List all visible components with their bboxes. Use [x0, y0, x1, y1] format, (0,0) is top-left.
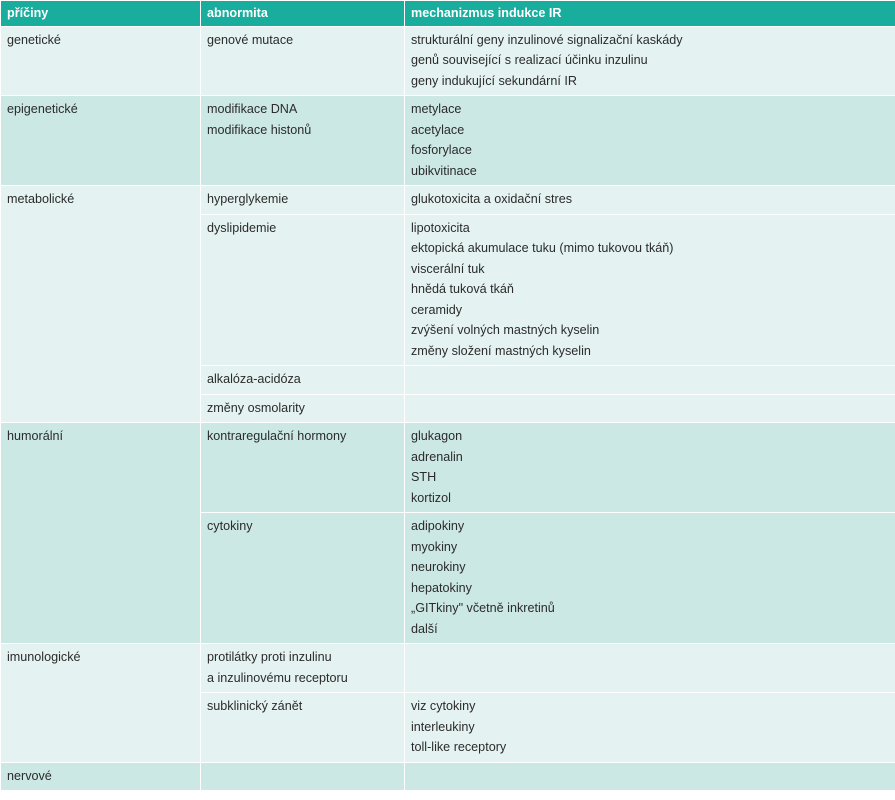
abnormality-cell: [201, 96, 405, 186]
cause-cell: [1, 644, 201, 763]
table-row: [1, 26, 895, 96]
abnormality-cell: [201, 214, 405, 366]
abnormality-cell: [201, 26, 405, 96]
mechanism-line: zvýšení volných mastných kyselin: [411, 323, 600, 337]
abnormality-line: kontraregulační hormony: [207, 429, 347, 443]
table-header-row: [1, 1, 895, 27]
mechanism-line: glukagon: [411, 429, 463, 443]
mechanism-line: další: [411, 621, 438, 636]
mechanism-cell: [405, 26, 895, 96]
cause-label: nervové: [7, 768, 52, 783]
mechanism-line: lipotoxicita: [411, 220, 470, 235]
mechanism-line: myokiny: [411, 539, 458, 554]
mechanism-cell: [405, 394, 895, 423]
abnormality-line: dyslipidemie: [207, 220, 277, 235]
mechanism-line: toll-like receptory: [411, 740, 507, 754]
mechanism-line: změny složení mastných kyselin: [411, 343, 591, 358]
mechanism-line: genů související s realizací účinku inzulinu: [411, 53, 648, 67]
cause-cell: [1, 186, 201, 423]
mechanism-line: STH: [411, 470, 437, 484]
header-abnormality: abnormita: [201, 1, 405, 27]
abnormality-line: protilátky proti inzulinu: [207, 650, 332, 664]
cause-label: humorální: [7, 429, 64, 443]
table-body: [1, 26, 895, 791]
abnormality-line: hyperglykemie: [207, 192, 289, 206]
mechanism-cell: [405, 96, 895, 186]
cause-label: imunologické: [7, 650, 81, 664]
header-mechanism: mechanizmus indukce IR: [405, 1, 895, 27]
mechanism-line: ektopická akumulace tuku (mimo tukovou tkáň): [411, 241, 674, 255]
header-causes: příčiny: [1, 1, 201, 27]
mechanism-line: hnědá tuková tkáň: [411, 282, 514, 296]
mechanism-line: ubikvitinace: [411, 163, 477, 178]
mechanism-line: viz cytokiny: [411, 699, 476, 713]
cause-cell: [1, 762, 201, 791]
mechanism-line: glukotoxicita a oxidační stres: [411, 192, 573, 206]
abnormality-line: subklinický zánět: [207, 699, 303, 713]
abnormality-cell: [201, 423, 405, 513]
mechanism-cell: [405, 693, 895, 763]
mechanism-line: adipokiny: [411, 519, 465, 533]
abnormality-cell: [201, 366, 405, 395]
abnormality-line: a inzulinovému receptoru: [207, 670, 348, 685]
table-row: [1, 644, 895, 693]
mechanism-cell: [405, 644, 895, 693]
mechanism-line: „GITkiny" včetně inkretinů: [411, 601, 555, 615]
table-row: [1, 96, 895, 186]
abnormality-line: změny osmolarity: [207, 400, 305, 415]
mechanism-line: fosforylace: [411, 143, 472, 157]
mechanism-line: acetylace: [411, 122, 465, 137]
abnormality-line: genové mutace: [207, 32, 294, 47]
mechanism-line: geny indukující sekundární IR: [411, 73, 577, 88]
cause-cell: [1, 26, 201, 96]
abnormality-cell: [201, 186, 405, 215]
table-row: [1, 762, 895, 791]
mechanism-cell: [405, 214, 895, 366]
abnormality-cell: [201, 394, 405, 423]
mechanism-cell: [405, 186, 895, 215]
abnormality-cell: [201, 762, 405, 791]
mechanism-cell: [405, 762, 895, 791]
mechanism-line: ceramidy: [411, 302, 463, 317]
mechanism-line: kortizol: [411, 490, 451, 505]
mechanism-line: hepatokiny: [411, 580, 472, 595]
cause-cell: [1, 423, 201, 644]
table-row: [1, 423, 895, 513]
mechanism-line: viscerální tuk: [411, 261, 485, 276]
mechanism-line: metylace: [411, 102, 462, 116]
mechanism-line: adrenalin: [411, 449, 463, 464]
abnormality-line: alkalóza-acidóza: [207, 372, 301, 386]
mechanism-line: neurokiny: [411, 560, 466, 574]
cause-cell: [1, 96, 201, 186]
cause-label: genetické: [7, 32, 61, 47]
mechanism-line: interleukiny: [411, 719, 475, 734]
abnormality-cell: [201, 513, 405, 644]
abnormality-cell: [201, 644, 405, 693]
cause-label: metabolické: [7, 192, 75, 206]
mechanism-cell: [405, 513, 895, 644]
abnormality-cell: [201, 693, 405, 763]
table-row: [1, 186, 895, 215]
cause-label: epigenetické: [7, 102, 78, 116]
mechanism-cell: [405, 423, 895, 513]
abnormality-line: modifikace histonů: [207, 122, 312, 137]
abnormality-line: cytokiny: [207, 519, 253, 533]
mechanism-cell: [405, 366, 895, 395]
abnormality-line: modifikace DNA: [207, 102, 298, 116]
mechanism-line: strukturální geny inzulinové signalizační kaskády: [411, 32, 683, 47]
